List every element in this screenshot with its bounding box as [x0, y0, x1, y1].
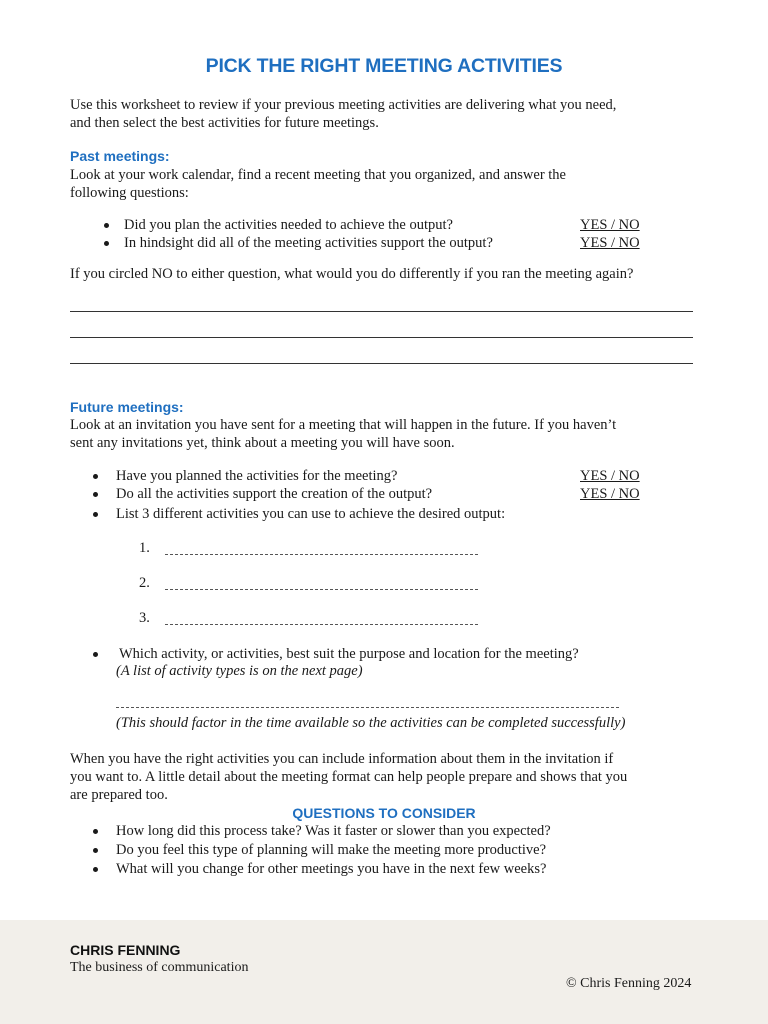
- copyright: © Chris Fenning 2024: [566, 976, 692, 991]
- answer-line-1[interactable]: [70, 311, 693, 312]
- intro-line-1: Use this worksheet to review if your previous meeting activities are delivering what you need,: [70, 97, 617, 113]
- list-number-1: 1.: [139, 540, 150, 556]
- activity-blank-1[interactable]: [165, 554, 478, 555]
- future-question-1: Have you planned the activities for the meeting?: [116, 468, 398, 484]
- future-question-2: Do all the activities support the creation of the output?: [116, 486, 433, 502]
- past-meetings-text-2: following questions:: [70, 185, 189, 201]
- which-activity-blank[interactable]: [116, 707, 619, 708]
- which-activity-note: (A list of activity types is on the next page): [116, 663, 363, 679]
- activity-blank-2[interactable]: [165, 589, 478, 590]
- future-meetings-heading: Future meetings:: [70, 399, 184, 415]
- bullet: [93, 492, 98, 497]
- activity-blank-3[interactable]: [165, 624, 478, 625]
- bullet: [104, 241, 109, 246]
- past-meetings-heading: Past meetings:: [70, 148, 170, 164]
- factor-note: (This should factor in the time available so the activities can be completed successfully): [116, 715, 626, 731]
- brand-tagline: The business of communication: [70, 960, 249, 975]
- past-question-2: In hindsight did all of the meeting activities support the output?: [124, 235, 493, 251]
- consider-item-2: Do you feel this type of planning will make the meeting more productive?: [116, 842, 547, 858]
- brand-name: CHRIS FENNING: [70, 942, 181, 958]
- consider-item-1: How long did this process take? Was it faster or slower than you expected?: [116, 823, 551, 839]
- bullet: [93, 848, 98, 853]
- closing-line-3: are prepared too.: [70, 787, 168, 803]
- bullet: [93, 474, 98, 479]
- future-answer-1[interactable]: YES / NO: [580, 468, 640, 484]
- list-number-2: 2.: [139, 575, 150, 591]
- future-answer-2[interactable]: YES / NO: [580, 486, 640, 502]
- bullet: [93, 867, 98, 872]
- questions-to-consider-heading: QUESTIONS TO CONSIDER: [292, 805, 476, 821]
- answer-line-3[interactable]: [70, 363, 693, 364]
- bullet: [104, 223, 109, 228]
- answer-line-2[interactable]: [70, 337, 693, 338]
- footer: [0, 920, 768, 1024]
- intro-line-2: and then select the best activities for future meetings.: [70, 115, 379, 131]
- list-number-3: 3.: [139, 610, 150, 626]
- bullet: [93, 652, 98, 657]
- bullet: [93, 829, 98, 834]
- closing-line-1: When you have the right activities you can include information about them in the invitation if: [70, 751, 614, 767]
- which-activity-prompt: Which activity, or activities, best suit the purpose and location for the meeting?: [119, 646, 579, 662]
- past-question-1: Did you plan the activities needed to achieve the output?: [124, 217, 453, 233]
- past-answer-2[interactable]: YES / NO: [580, 235, 640, 251]
- future-meetings-text-2: sent any invitations yet, think about a meeting you will have soon.: [70, 435, 455, 451]
- page-title: PICK THE RIGHT MEETING ACTIVITIES: [205, 55, 563, 77]
- future-meetings-text-1: Look at an invitation you have sent for a meeting that will happen in the future. If you haven’t: [70, 417, 617, 433]
- future-list-prompt: List 3 different activities you can use to achieve the desired output:: [116, 506, 506, 522]
- closing-line-2: you want to. A little detail about the meeting format can help people prepare and shows that you: [70, 769, 628, 785]
- past-answer-1[interactable]: YES / NO: [580, 217, 640, 233]
- bullet: [93, 512, 98, 517]
- past-followup-question: If you circled NO to either question, what would you do differently if you ran the meeting again?: [70, 266, 634, 282]
- consider-item-3: What will you change for other meetings you have in the next few weeks?: [116, 861, 547, 877]
- past-meetings-text-1: Look at your work calendar, find a recent meeting that you organized, and answer the: [70, 167, 566, 183]
